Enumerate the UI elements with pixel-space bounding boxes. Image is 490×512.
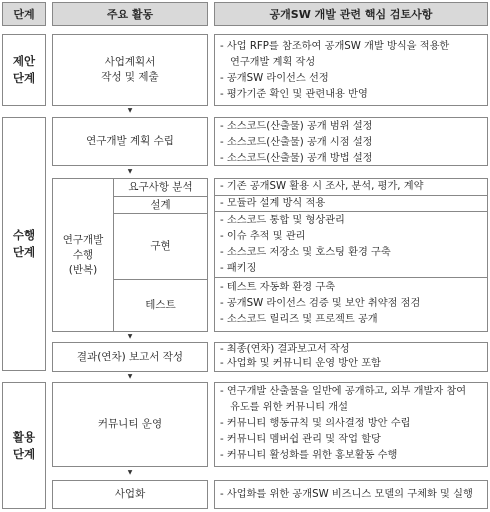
detail-item: - 이슈 추적 및 관리: [220, 231, 306, 242]
details-business-plan: [214, 34, 488, 106]
detail-item: - 최종(연차) 결과보고서 작성: [220, 344, 350, 355]
header-review: [214, 2, 488, 26]
detail-item: - 패키징: [220, 263, 257, 274]
subactivity-requirements: 요구사항 분석: [128, 181, 193, 193]
stage-utilization: 활용 단계: [2, 382, 46, 509]
header-stage-label: 단계: [13, 8, 35, 21]
flow-arrow-icon: ▼: [127, 107, 133, 114]
header-review-label: 공개SW 개발 관련 핵심 검토사항: [269, 8, 433, 21]
detail-item: - 테스트 자동화 환경 구축: [220, 282, 336, 293]
detail-item: - 공개SW 라이선스 검증 및 보안 취약점 점검: [220, 298, 421, 309]
detail-item: - 소스코드 통합 및 형상관리: [220, 215, 345, 226]
detail-item: - 평가기준 확인 및 관련내용 반영: [220, 89, 368, 100]
details-commercialization: [214, 480, 488, 509]
stage-proposal: 제안 단계: [2, 34, 46, 106]
subactivity-implementation: 구현: [150, 240, 171, 252]
activity-rnd-plan: 연구개발 계획 수립: [52, 117, 208, 166]
flow-arrow-icon: ▼: [127, 373, 133, 380]
detail-item: - 공개SW 라이선스 선정: [220, 73, 329, 84]
details-community: [214, 382, 488, 467]
details-rnd-plan: [214, 117, 488, 166]
detail-item: - 커뮤니티 멤버쉽 관리 및 작업 할당: [220, 434, 381, 445]
detail-item: - 소스코드 릴리즈 및 프로젝트 공개: [220, 314, 378, 325]
detail-item: - 모듈라 설계 방식 적용: [220, 198, 326, 209]
header-stage: [2, 2, 46, 26]
detail-item-continued: 연구개발 계획 작성: [230, 57, 316, 68]
detail-item: - 소스코드 저장소 및 호스팅 환경 구축: [220, 247, 391, 258]
flow-arrow-icon: ▼: [127, 168, 133, 175]
detail-item: - 연구개발 산출물을 일반에 공개하고, 외부 개발자 참여: [220, 386, 467, 397]
details-implementation: [214, 211, 488, 278]
details-requirements: [214, 178, 488, 196]
details-test: [214, 277, 488, 332]
activity-commercialization: 사업화: [52, 480, 208, 509]
subactivity-test: 테스트: [145, 299, 176, 311]
detail-item-continued: 유도를 위한 커뮤니티 개설: [230, 402, 348, 413]
stage-execution: 수행 단계: [2, 117, 46, 371]
detail-item: - 사업 RFP를 참조하여 공개SW 개발 방식을 적용한: [220, 41, 450, 52]
flow-arrow-icon: ▼: [127, 333, 133, 340]
detail-item: - 커뮤니티 활성화를 위한 홍보활동 수행: [220, 450, 398, 461]
activity-community: 커뮤니티 운영: [52, 382, 208, 467]
details-report: [214, 342, 488, 372]
subactivity-design: 설계: [150, 198, 171, 211]
detail-item: - 사업화 및 커뮤니티 운영 방안 포함: [220, 358, 381, 369]
detail-item: - 소스코드(산출물) 공개 방법 설정: [220, 153, 373, 164]
activity-report: 결과(연차) 보고서 작성: [52, 342, 208, 372]
detail-item: - 커뮤니티 행동규칙 및 의사결정 방안 수립: [220, 418, 411, 429]
flow-arrow-icon: ▼: [127, 469, 133, 476]
activity-rnd-cycle: 연구개발 수행 (반복): [62, 233, 104, 276]
detail-item: - 소스코드(산출물) 공개 시점 설정: [220, 137, 373, 148]
header-activity-label: 주요 활동: [106, 8, 154, 21]
detail-item: - 기존 공개SW 활용 시 조사, 분석, 평가, 계약: [220, 181, 424, 192]
header-activity: [52, 2, 208, 26]
detail-item: - 사업화를 위한 공개SW 비즈니스 모델의 구체화 및 실행: [220, 489, 473, 500]
details-design: [214, 195, 488, 212]
detail-item: - 소스코드(산출물) 공개 범위 설정: [220, 121, 373, 132]
activity-business-plan: 사업계획서 작성 및 제출: [52, 34, 208, 106]
activity-rnd-cycle-group: [52, 178, 208, 332]
